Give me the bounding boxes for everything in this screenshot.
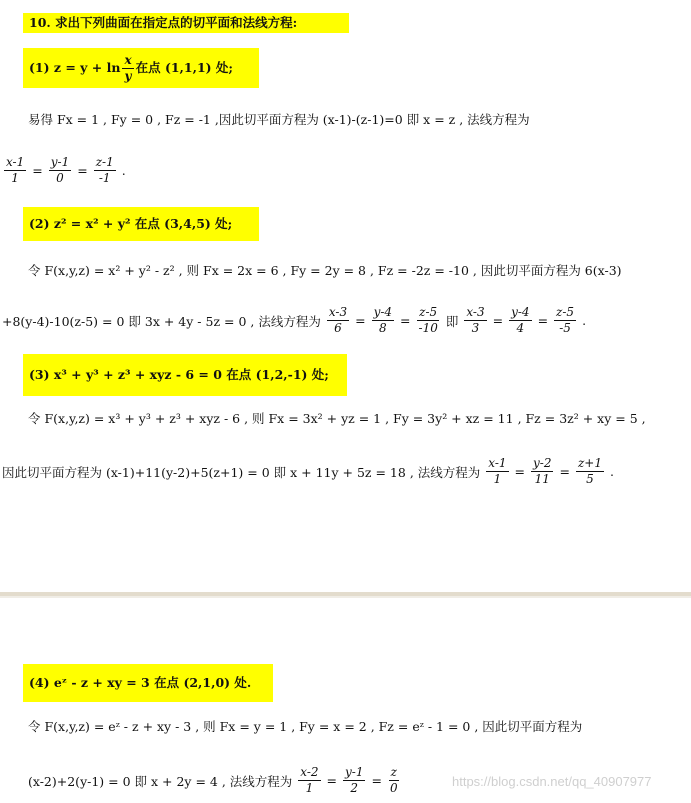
equals-sign: = <box>371 773 382 788</box>
problem-header-text: 10. 求出下列曲面在指定点的切平面和法线方程: <box>29 14 298 30</box>
frac-den: 5 <box>586 472 594 486</box>
equals-sign: = <box>492 313 504 328</box>
frac-den: 1 <box>305 781 314 795</box>
part-3-line-2 <box>2 456 614 487</box>
frac-num: y-4 <box>511 305 530 319</box>
part-2-line-1 <box>28 261 622 279</box>
part-4-line-2-text: (x-2)+2(y-1) = 0 即 x + 2y = 4 , 法线方程为 <box>28 773 293 789</box>
part-2-line-2 <box>2 305 586 336</box>
period: . <box>609 464 614 479</box>
frac <box>531 456 553 487</box>
frac-num: x <box>124 52 132 67</box>
frac-num: z <box>390 765 397 779</box>
part-2-label-text: (2) z² = x² + y² 在点 (3,4,5) 处; <box>29 215 233 231</box>
part-4-line-1 <box>28 717 582 735</box>
part-3-line-2-text: 因此切平面方程为 (x-1)+11(y-2)+5(z+1) = 0 即 x + 11y + 5z = 18 , 法线方程为 <box>2 464 481 480</box>
watermark: https://blog.csdn.net/qq_40907977 <box>452 774 652 789</box>
frac <box>554 305 576 336</box>
equals-sign: = <box>355 313 366 328</box>
frac <box>4 155 26 186</box>
frac-num: x-2 <box>300 765 319 779</box>
equals-sign: = <box>326 773 338 788</box>
frac-num: y-2 <box>533 456 552 470</box>
frac-num: z+1 <box>577 456 602 470</box>
frac-den: 4 <box>516 321 525 335</box>
frac <box>94 155 116 186</box>
frac-num: x-3 <box>328 305 348 319</box>
frac-den: 3 <box>471 321 480 335</box>
frac-num: y-1 <box>345 765 364 779</box>
part-1-label-left: (1) z = y + ln <box>29 59 121 75</box>
conjunction: 即 <box>445 313 459 329</box>
frac <box>576 456 604 487</box>
frac-den: 11 <box>534 472 550 486</box>
frac-den: 1 <box>11 171 19 185</box>
period: . <box>121 163 126 178</box>
part-3-label <box>23 354 347 396</box>
period: . <box>582 313 587 328</box>
part-1-label-right: 在点 (1,1,1) 处; <box>135 59 234 75</box>
frac <box>298 765 320 796</box>
part-1-label <box>23 48 259 88</box>
equals-sign: = <box>514 464 525 479</box>
frac-den: -5 <box>559 321 571 335</box>
frac-num: z-5 <box>419 305 438 319</box>
part-2-label <box>23 207 259 241</box>
frac-den: y <box>124 68 132 83</box>
frac-den: 8 <box>378 321 387 335</box>
frac <box>327 305 349 336</box>
equals-sign: = <box>537 313 549 328</box>
frac <box>417 305 440 336</box>
part-4-line-2 <box>28 765 402 796</box>
frac <box>372 305 394 336</box>
part-3-line-1-text: 令 F(x,y,z) = x³ + y³ + z³ + xyz - 6 , 则 Fx = 3x² + yz = 1 , Fy = 3y² + xz = 11 , Fz = 3z² + xy = 5 , <box>28 411 646 426</box>
frac <box>388 765 400 796</box>
part-1-label-frac <box>122 53 133 84</box>
part-1-line-2 <box>2 155 126 186</box>
frac-num: z-5 <box>556 305 575 319</box>
part-3-label-text: (3) x³ + y³ + z³ + xyz - 6 = 0 在点 (1,2,-1) 处; <box>29 366 329 382</box>
frac <box>486 456 508 487</box>
frac-den: 2 <box>350 781 359 795</box>
frac-num: z-1 <box>95 155 114 169</box>
frac <box>343 765 365 796</box>
page-divider-shadow <box>0 596 691 598</box>
frac <box>464 305 486 336</box>
equals-sign: = <box>77 163 88 178</box>
frac-den: -1 <box>98 171 111 185</box>
part-1-line-1 <box>28 110 530 128</box>
part-4-label-text: (4) eᶻ - z + xy = 3 在点 (2,1,0) 处. <box>29 674 252 690</box>
part-2-line-1-text: 令 F(x,y,z) = x² + y² - z² , 则 Fx = 2x = 6 , Fy = 2y = 8 , Fz = -2z = -10 , 因此切平面方程为 6(x-3) <box>28 263 622 278</box>
frac-num: y-4 <box>373 305 393 319</box>
frac-num: x-1 <box>6 155 25 169</box>
part-4-line-1-text: 令 F(x,y,z) = eᶻ - z + xy - 3 , 则 Fx = y = 1 , Fy = x = 2 , Fz = eᶻ - 1 = 0 , 因此切平面方程为 <box>28 719 583 734</box>
frac-num: y-1 <box>50 155 70 169</box>
frac-den: 0 <box>56 171 64 185</box>
equals-sign: = <box>559 464 570 479</box>
frac <box>509 305 531 336</box>
part-2-line-2-text: +8(y-4)-10(z-5) = 0 即 3x + 4y - 5z = 0 , 法线方程为 <box>2 313 321 329</box>
part-4-label <box>23 664 273 702</box>
frac-num: x-3 <box>466 305 485 319</box>
frac-den: -10 <box>418 321 438 335</box>
frac-den: 1 <box>493 472 502 486</box>
equals-sign: = <box>32 163 43 178</box>
frac-den: 0 <box>389 781 398 795</box>
part-3-line-1 <box>28 409 646 427</box>
frac-den: 6 <box>334 321 342 335</box>
problem-header <box>23 13 349 33</box>
equals-sign: = <box>400 313 411 328</box>
frac <box>49 155 71 186</box>
part-1-line-1-text: 易得 Fx = 1 , Fy = 0 , Fz = -1 ,因此切平面方程为 (x-1)-(z-1)=0 即 x = z , 法线方程为 <box>28 112 530 127</box>
frac-num: x-1 <box>488 456 507 470</box>
